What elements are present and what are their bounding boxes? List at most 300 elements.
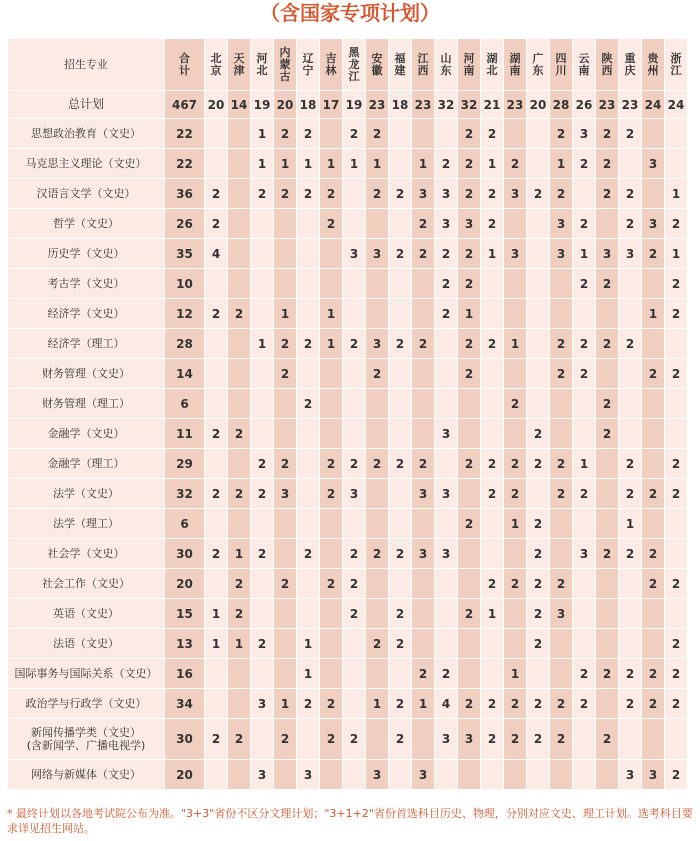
table-cell: 2 (389, 329, 412, 359)
table-cell (642, 599, 665, 629)
table-cell: 2 (596, 659, 619, 689)
table-cell: 2 (274, 569, 297, 599)
table-cell (274, 419, 297, 449)
table-row (8, 269, 688, 299)
table-cell (504, 760, 527, 790)
table-cell: 2 (665, 449, 688, 479)
table-cell: 1 (642, 299, 665, 329)
table-cell: 2 (504, 569, 527, 599)
table-cell: 2 (343, 599, 366, 629)
page-title: （含国家专项计划） (260, 1, 440, 25)
table-cell: 6 (165, 389, 205, 419)
table-cell: 2 (458, 509, 481, 539)
table-cell: 2 (297, 689, 320, 719)
table-cell: 1 (573, 449, 596, 479)
table-cell (274, 239, 297, 269)
table-cell (389, 269, 412, 299)
table-cell: 2 (642, 689, 665, 719)
table-cell (550, 629, 573, 659)
table-cell (366, 389, 389, 419)
table-cell: 2 (343, 539, 366, 569)
table-cell (366, 569, 389, 599)
major-label: 网络与新媒体（文史） (8, 760, 165, 790)
table-cell: 2 (550, 119, 573, 149)
table-cell (320, 119, 343, 149)
table-cell: 1 (297, 659, 320, 689)
table-cell (389, 419, 412, 449)
table-cell: 30 (165, 539, 205, 569)
table-cell (389, 509, 412, 539)
table-cell: 2 (389, 629, 412, 659)
column-header: 陕西 (596, 39, 619, 91)
table-cell (596, 569, 619, 599)
table-cell: 2 (665, 659, 688, 689)
table-cell (619, 299, 642, 329)
total-cell: 18 (389, 91, 412, 119)
total-cell: 23 (596, 91, 619, 119)
total-cell: 14 (228, 91, 251, 119)
table-cell: 2 (228, 719, 251, 760)
table-cell (228, 149, 251, 179)
table-cell: 1 (228, 539, 251, 569)
table-cell: 30 (165, 719, 205, 760)
major-label: 考古学（文史） (8, 269, 165, 299)
table-cell (481, 539, 504, 569)
table-cell: 2 (619, 659, 642, 689)
table-cell: 2 (458, 149, 481, 179)
table-cell: 2 (481, 449, 504, 479)
table-row (8, 419, 688, 449)
table-cell (642, 449, 665, 479)
table-cell (297, 299, 320, 329)
table-cell (205, 659, 228, 689)
table-cell: 2 (665, 299, 688, 329)
table-cell (504, 419, 527, 449)
table-cell: 2 (665, 629, 688, 659)
table-cell (481, 419, 504, 449)
table-cell (274, 509, 297, 539)
table-cell: 1 (251, 329, 274, 359)
table-cell (343, 179, 366, 209)
table-cell: 14 (165, 359, 205, 389)
table-cell (435, 629, 458, 659)
table-cell: 1 (274, 149, 297, 179)
table-cell: 3 (343, 239, 366, 269)
table-cell (481, 629, 504, 659)
table-cell (619, 389, 642, 419)
table-cell: 2 (228, 599, 251, 629)
table-cell: 2 (251, 629, 274, 659)
column-header: 安徽 (366, 39, 389, 91)
table-cell: 2 (366, 179, 389, 209)
major-label: 财务管理（理工） (8, 389, 165, 419)
table-cell: 2 (412, 449, 435, 479)
table-cell: 3 (297, 760, 320, 790)
major-label: 新闻传播学类（文史） (含新闻学、广播电视学) (8, 719, 165, 760)
table-cell (366, 509, 389, 539)
table-cell (228, 659, 251, 689)
major-label: 历史学（文史） (8, 239, 165, 269)
table-cell: 2 (343, 569, 366, 599)
table-cell (320, 509, 343, 539)
table-cell (297, 719, 320, 760)
table-cell: 2 (596, 719, 619, 760)
table-cell (274, 269, 297, 299)
table-cell: 2 (596, 329, 619, 359)
table-cell: 2 (274, 179, 297, 209)
table-cell (320, 359, 343, 389)
table-cell: 2 (228, 299, 251, 329)
table-cell: 2 (458, 359, 481, 389)
table-cell: 1 (504, 509, 527, 539)
table-row (8, 719, 688, 760)
table-cell (366, 419, 389, 449)
total-cell: 23 (412, 91, 435, 119)
table-cell (320, 629, 343, 659)
table-cell: 2 (619, 209, 642, 239)
table-cell: 2 (619, 449, 642, 479)
table-cell (228, 209, 251, 239)
major-label: 社会学（文史） (8, 539, 165, 569)
table-row (8, 119, 688, 149)
table-cell: 1 (366, 689, 389, 719)
table-cell: 2 (504, 719, 527, 760)
footnote: * 最终计划以各地考试院公布为准。"3+3"省份不区分文理计划；"3+1+2"省份首选科目历史、物理，分别对应文史、理工计划。选考科目要求详见招生网站。 (7, 807, 693, 835)
column-header: 湖北 (481, 39, 504, 91)
table-row (8, 329, 688, 359)
table-row (8, 539, 688, 569)
table-cell (550, 419, 573, 449)
table-cell: 2 (550, 689, 573, 719)
table-cell (573, 419, 596, 449)
table-cell: 2 (481, 569, 504, 599)
table-cell (389, 209, 412, 239)
table-cell: 2 (366, 359, 389, 389)
table-cell (527, 479, 550, 509)
table-cell: 2 (389, 449, 412, 479)
table-cell: 12 (165, 299, 205, 329)
column-header: 福建 (389, 39, 412, 91)
table-cell (527, 119, 550, 149)
table-cell: 2 (251, 479, 274, 509)
total-cell: 28 (550, 91, 573, 119)
table-cell (596, 760, 619, 790)
table-cell: 3 (550, 599, 573, 629)
table-cell (274, 599, 297, 629)
table-cell: 29 (165, 449, 205, 479)
table-cell (642, 179, 665, 209)
table-cell: 2 (527, 539, 550, 569)
column-header: 浙江 (665, 39, 688, 91)
table-cell: 2 (596, 389, 619, 419)
table-cell: 28 (165, 329, 205, 359)
table-cell (481, 509, 504, 539)
total-cell: 18 (297, 91, 320, 119)
table-cell: 2 (504, 449, 527, 479)
table-cell: 2 (205, 539, 228, 569)
table-cell (665, 539, 688, 569)
table-row (8, 659, 688, 689)
table-cell: 2 (619, 179, 642, 209)
table-cell: 2 (389, 239, 412, 269)
table-cell: 1 (573, 239, 596, 269)
column-header: 河南 (458, 39, 481, 91)
column-header: 贵州 (642, 39, 665, 91)
table-cell: 11 (165, 419, 205, 449)
major-label: 经济学（文史） (8, 299, 165, 329)
major-label: 社会工作（文史） (8, 569, 165, 599)
table-cell (504, 299, 527, 329)
table-cell (619, 599, 642, 629)
table-cell (619, 629, 642, 659)
table-cell (504, 629, 527, 659)
table-cell: 22 (165, 149, 205, 179)
table-cell: 2 (412, 659, 435, 689)
table-cell (343, 359, 366, 389)
table-cell: 2 (320, 719, 343, 760)
table-cell (320, 539, 343, 569)
table-cell (389, 569, 412, 599)
table-cell (550, 299, 573, 329)
table-cell (458, 539, 481, 569)
table-cell: 2 (481, 209, 504, 239)
major-label: 财务管理（文史） (8, 359, 165, 389)
table-cell: 1 (366, 149, 389, 179)
table-cell: 2 (481, 119, 504, 149)
table-cell (481, 299, 504, 329)
table-cell: 2 (504, 149, 527, 179)
corner-label: 招生专业 (8, 39, 165, 91)
table-cell: 2 (550, 569, 573, 599)
table-cell: 2 (619, 539, 642, 569)
table-cell: 2 (366, 119, 389, 149)
table-cell (573, 389, 596, 419)
table-cell (527, 149, 550, 179)
total-cell: 17 (320, 91, 343, 119)
table-cell (527, 659, 550, 689)
table-cell: 10 (165, 269, 205, 299)
table-cell (320, 389, 343, 419)
table-cell (481, 269, 504, 299)
table-cell: 2 (205, 419, 228, 449)
table-cell: 2 (274, 329, 297, 359)
table-cell (205, 269, 228, 299)
table-cell (251, 239, 274, 269)
total-cell: 467 (165, 91, 205, 119)
table-cell (435, 389, 458, 419)
table-cell: 16 (165, 659, 205, 689)
table-cell: 2 (205, 479, 228, 509)
table-cell (527, 359, 550, 389)
table-cell (343, 269, 366, 299)
major-label: 思想政治教育（文史） (8, 119, 165, 149)
table-cell: 3 (504, 239, 527, 269)
table-cell: 2 (389, 689, 412, 719)
column-header: 合计 (165, 39, 205, 91)
table-cell (527, 269, 550, 299)
table-cell: 3 (619, 760, 642, 790)
table-row (8, 179, 688, 209)
table-cell (251, 719, 274, 760)
table-cell (389, 149, 412, 179)
table-cell: 2 (619, 119, 642, 149)
table-cell: 2 (665, 359, 688, 389)
total-cell: 19 (343, 91, 366, 119)
table-cell: 2 (435, 299, 458, 329)
table-cell (274, 629, 297, 659)
table-cell (366, 479, 389, 509)
table-cell (458, 419, 481, 449)
table-cell: 1 (343, 149, 366, 179)
table-cell: 2 (389, 539, 412, 569)
table-cell: 2 (550, 719, 573, 760)
table-cell: 2 (527, 599, 550, 629)
table-cell: 2 (251, 449, 274, 479)
table-cell: 20 (165, 760, 205, 790)
table-cell: 2 (527, 629, 550, 659)
table-cell: 1 (205, 629, 228, 659)
table-cell (550, 509, 573, 539)
major-label: 汉语言文学（文史） (8, 179, 165, 209)
table-cell (665, 119, 688, 149)
table-cell: 2 (596, 539, 619, 569)
column-header: 重庆 (619, 39, 642, 91)
table-cell (458, 479, 481, 509)
table-cell (412, 269, 435, 299)
table-cell: 3 (573, 119, 596, 149)
table-cell: 13 (165, 629, 205, 659)
table-cell (297, 239, 320, 269)
table-cell (389, 119, 412, 149)
table-cell: 1 (412, 149, 435, 179)
table-cell: 2 (320, 449, 343, 479)
table-cell (435, 359, 458, 389)
total-cell: 20 (205, 91, 228, 119)
table-cell (481, 659, 504, 689)
column-header: 辽宁 (297, 39, 320, 91)
table-cell: 2 (573, 329, 596, 359)
table-cell (251, 269, 274, 299)
table-cell (481, 760, 504, 790)
table-row (8, 479, 688, 509)
table-cell (274, 209, 297, 239)
table-cell (251, 659, 274, 689)
table-cell (205, 119, 228, 149)
table-cell (458, 760, 481, 790)
table-cell: 2 (389, 599, 412, 629)
table-cell: 2 (665, 569, 688, 599)
table-cell (550, 659, 573, 689)
table-cell: 2 (320, 689, 343, 719)
table-cell: 2 (274, 449, 297, 479)
major-label: 马克思主义理论（文史） (8, 149, 165, 179)
table-cell (343, 760, 366, 790)
table-cell: 35 (165, 239, 205, 269)
table-row (8, 209, 688, 239)
table-cell: 2 (228, 419, 251, 449)
column-header: 黑龙江 (343, 39, 366, 91)
column-header: 湖南 (504, 39, 527, 91)
table-cell (274, 659, 297, 689)
table-cell: 2 (205, 179, 228, 209)
table-row (8, 299, 688, 329)
table-cell (458, 659, 481, 689)
table-cell: 2 (435, 239, 458, 269)
table-cell: 3 (274, 479, 297, 509)
table-cell: 2 (458, 689, 481, 719)
table-cell: 2 (596, 149, 619, 179)
table-cell: 1 (504, 659, 527, 689)
table-cell (251, 569, 274, 599)
table-cell: 2 (619, 689, 642, 719)
table-cell (435, 449, 458, 479)
table-cell: 2 (320, 569, 343, 599)
table-cell (504, 359, 527, 389)
table-cell (665, 389, 688, 419)
table-cell (297, 359, 320, 389)
table-cell: 22 (165, 119, 205, 149)
table-cell (596, 449, 619, 479)
table-cell: 1 (481, 599, 504, 629)
table-cell (573, 179, 596, 209)
table-cell: 2 (527, 449, 550, 479)
table-cell: 3 (642, 149, 665, 179)
table-cell: 2 (573, 659, 596, 689)
table-cell (251, 419, 274, 449)
table-cell: 2 (228, 569, 251, 599)
table-cell (481, 389, 504, 419)
table-cell (274, 760, 297, 790)
table-cell: 2 (573, 149, 596, 179)
table-cell (205, 329, 228, 359)
table-cell (619, 149, 642, 179)
major-label: 法语（文史） (8, 629, 165, 659)
major-label: 英语（文史） (8, 599, 165, 629)
table-cell: 3 (435, 179, 458, 209)
table-cell (412, 389, 435, 419)
table-cell: 2 (573, 269, 596, 299)
table-cell: 1 (274, 689, 297, 719)
total-cell: 23 (619, 91, 642, 119)
table-cell: 1 (320, 149, 343, 179)
column-header: 内蒙古 (274, 39, 297, 91)
table-cell (320, 269, 343, 299)
table-cell: 3 (550, 239, 573, 269)
major-label: 法学（理工） (8, 509, 165, 539)
table-cell (228, 449, 251, 479)
table-cell: 2 (550, 479, 573, 509)
table-cell: 26 (165, 209, 205, 239)
table-cell (297, 509, 320, 539)
table-cell: 2 (274, 359, 297, 389)
table-cell: 3 (412, 760, 435, 790)
table-cell: 3 (343, 479, 366, 509)
total-label: 总计划 (8, 91, 165, 119)
table-cell: 3 (412, 539, 435, 569)
table-cell: 2 (389, 179, 412, 209)
table-cell: 2 (458, 449, 481, 479)
major-label: 法学（文史） (8, 479, 165, 509)
table-cell (550, 389, 573, 419)
table-cell: 3 (366, 239, 389, 269)
table-cell: 2 (504, 389, 527, 419)
table-cell (343, 419, 366, 449)
table-cell: 15 (165, 599, 205, 629)
table-cell: 3 (435, 209, 458, 239)
table-cell (412, 629, 435, 659)
table-cell: 3 (435, 719, 458, 760)
table-row (8, 149, 688, 179)
